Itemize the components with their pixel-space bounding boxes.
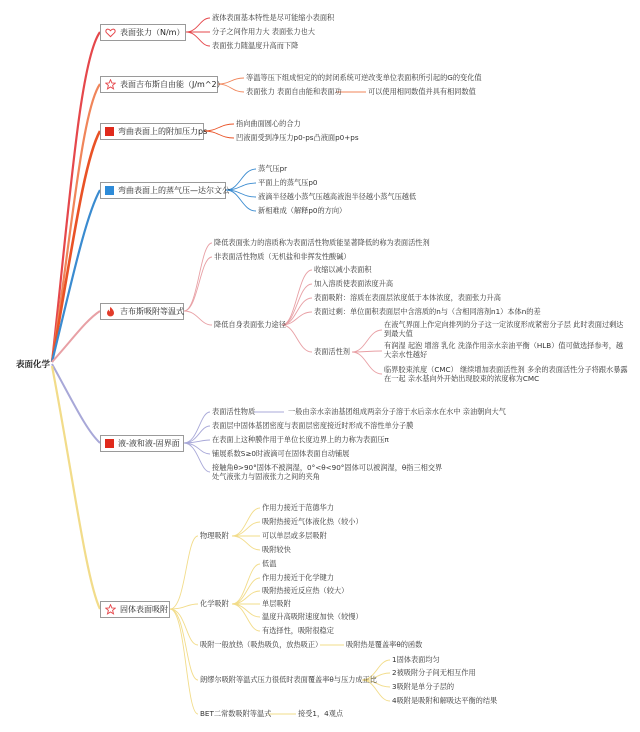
- fire-icon: [105, 306, 116, 317]
- list-item: 吸附热是覆盖率θ的函数: [346, 640, 423, 649]
- branch-line-4: [52, 190, 100, 362]
- list-item: 降低表面张力的溶质称为表面活性物质能显著降低的称为表面活性剂: [214, 238, 430, 247]
- list-item: 平面上的蒸气压p0: [258, 178, 318, 187]
- list-item: 接触角θ>90°固体不被润湿，0°<θ<90°固体可以被润湿，θ指三相交界处气液张力与固液张力之间的夹角: [212, 463, 443, 481]
- topic-label: 表面张力（N/m）: [120, 28, 185, 37]
- topic-label: 液-液和液-固界面: [118, 439, 180, 448]
- topic-surface-tension[interactable]: [100, 24, 186, 41]
- list-item: 吸附一般放热（吸热吸负，放热吸正）: [200, 640, 323, 649]
- list-item: 表面活性物质: [212, 407, 256, 416]
- list-item: 蒸气压pr: [258, 164, 288, 173]
- list-item: 铺展系数S≥0时液滴可在固体表面自动铺展: [212, 449, 350, 458]
- list-item: 在表面上这种膜作用于单位长度边界上的力称为表面压π: [212, 435, 389, 444]
- blue-square-icon: [105, 186, 114, 195]
- list-item: 等温等压下组成恒定的的封闭系统可逆改变单位表面积所引起的G的变化值: [246, 73, 482, 82]
- list-item: 表面活性剂: [314, 347, 350, 356]
- list-item: 降低自身表面张力途径: [214, 320, 286, 329]
- topic-liquid-interfaces[interactable]: [100, 435, 184, 452]
- list-item: 液体表面基本特性是尽可能缩小表面积: [212, 13, 335, 22]
- list-item: 收缩以减小表面积: [314, 265, 372, 274]
- list-item: 低温: [262, 559, 277, 568]
- topic-label: 弯曲表面上的蒸气压—达尔文公: [118, 186, 230, 195]
- list-item: 3吸附是单分子层的: [392, 682, 455, 691]
- list-item: 表面张力 表面自由能和表面功: [246, 87, 342, 96]
- topic-label: 表面吉布斯自由能（J/m^2）: [120, 80, 225, 89]
- list-item: 表面吸附：溶质在表面层浓度低于本体浓度，表面张力升高: [314, 293, 501, 302]
- list-item: 一般由亲水亲油基团组成两亲分子溶于水后亲水在水中 亲油朝向大气: [288, 407, 506, 416]
- list-item: 液滴半径越小蒸气压越高液泡半径越小蒸气压越低: [258, 192, 417, 201]
- list-item: 可以单层或多层吸附: [262, 531, 327, 540]
- list-item: 表面过剩：单位面积表面层中含溶质的n与（含相同溶剂n1）本体n的差: [314, 307, 541, 316]
- list-item: 表面张力随温度升高而下降: [212, 41, 299, 50]
- topic-solid-adsorption[interactable]: [100, 601, 170, 618]
- list-item: 吸附热接近气体液化热（较小）: [262, 517, 363, 526]
- root-topic[interactable]: 表面化学: [16, 360, 51, 370]
- star-outline-icon: [105, 79, 116, 90]
- topic-kelvin-equation[interactable]: [100, 182, 230, 199]
- star-outline-icon: [105, 604, 116, 615]
- red-square-icon: [105, 439, 114, 448]
- topic-label: 固体表面吸附: [120, 605, 168, 614]
- list-item: 1固体表面均匀: [392, 655, 440, 664]
- list-item: 温度升高吸附速度加快（较慢）: [262, 612, 363, 621]
- list-item: 接受1，4观点: [298, 709, 344, 718]
- list-item: 表面层中固体基团密度与表面层密度接近时形成不溶性单分子膜: [212, 421, 414, 430]
- list-item: 物理吸附: [200, 531, 229, 540]
- list-item: 新相难成（解释p0的方向）: [258, 206, 347, 215]
- branch-line-3: [52, 131, 100, 362]
- list-item: 吸附热接近反应热（较大）: [262, 586, 349, 595]
- topic-gibbs-free-energy[interactable]: [100, 76, 225, 93]
- list-item: 单层吸附: [262, 599, 291, 608]
- list-item: 有润湿 起泡 增溶 乳化 洗涤作用亲水亲油平衡（HLB）值可做选择参考，越大亲水性越好: [384, 341, 624, 359]
- topic-additional-pressure[interactable]: [100, 123, 208, 140]
- list-item: 凹液面受到净压力p0-ps凸液面p0+ps: [236, 133, 359, 142]
- list-item: BET二常数吸附等温式: [200, 709, 272, 718]
- list-item: 吸附较快: [262, 545, 291, 554]
- heart-outline-icon: [105, 27, 116, 38]
- topic-label: 弯曲表面上的附加压力ps: [118, 127, 208, 136]
- list-item: 指向曲面圆心的合力: [236, 119, 301, 128]
- list-item: 化学吸附: [200, 599, 229, 608]
- topic-gibbs-adsorption[interactable]: [100, 303, 184, 320]
- list-item: 4吸附是吸附和解吸达平衡的结果: [392, 696, 498, 705]
- list-item: 在液气界面上作定向排列的分子这一定浓度形成紧密分子层 此时表面过剩达到最大值: [384, 320, 624, 338]
- list-item: 2被吸附分子间无相互作用: [392, 668, 476, 677]
- list-item: 朗缪尔吸附等温式压力很低时表面覆盖率θ与压力成正比: [200, 675, 377, 684]
- list-item: 分子之间作用力大 表面张力也大: [212, 27, 315, 36]
- list-item: 有选择性，吸附很稳定: [262, 626, 334, 635]
- branch-line-7: [52, 366, 100, 609]
- red-square-icon: [105, 127, 114, 136]
- list-item: 非表面活性物质（无机盐和非挥发性酸碱）: [214, 252, 351, 261]
- list-item: 临界胶束浓度（CMC） 继续增加表面活性剂 多余的表面活性分子将跟水暴露在一起 亲水基向外开始出现胶束的浓度称为CMC: [384, 365, 628, 383]
- list-item: 加入溶质使表面浓度升高: [314, 279, 394, 288]
- topic-label: 吉布斯吸附等温式: [120, 307, 184, 316]
- list-item: 可以使用相同数值并具有相同数值: [368, 87, 476, 96]
- list-item: 作用力接近于化学键力: [262, 573, 334, 582]
- list-item: 作用力接近于范德华力: [262, 503, 334, 512]
